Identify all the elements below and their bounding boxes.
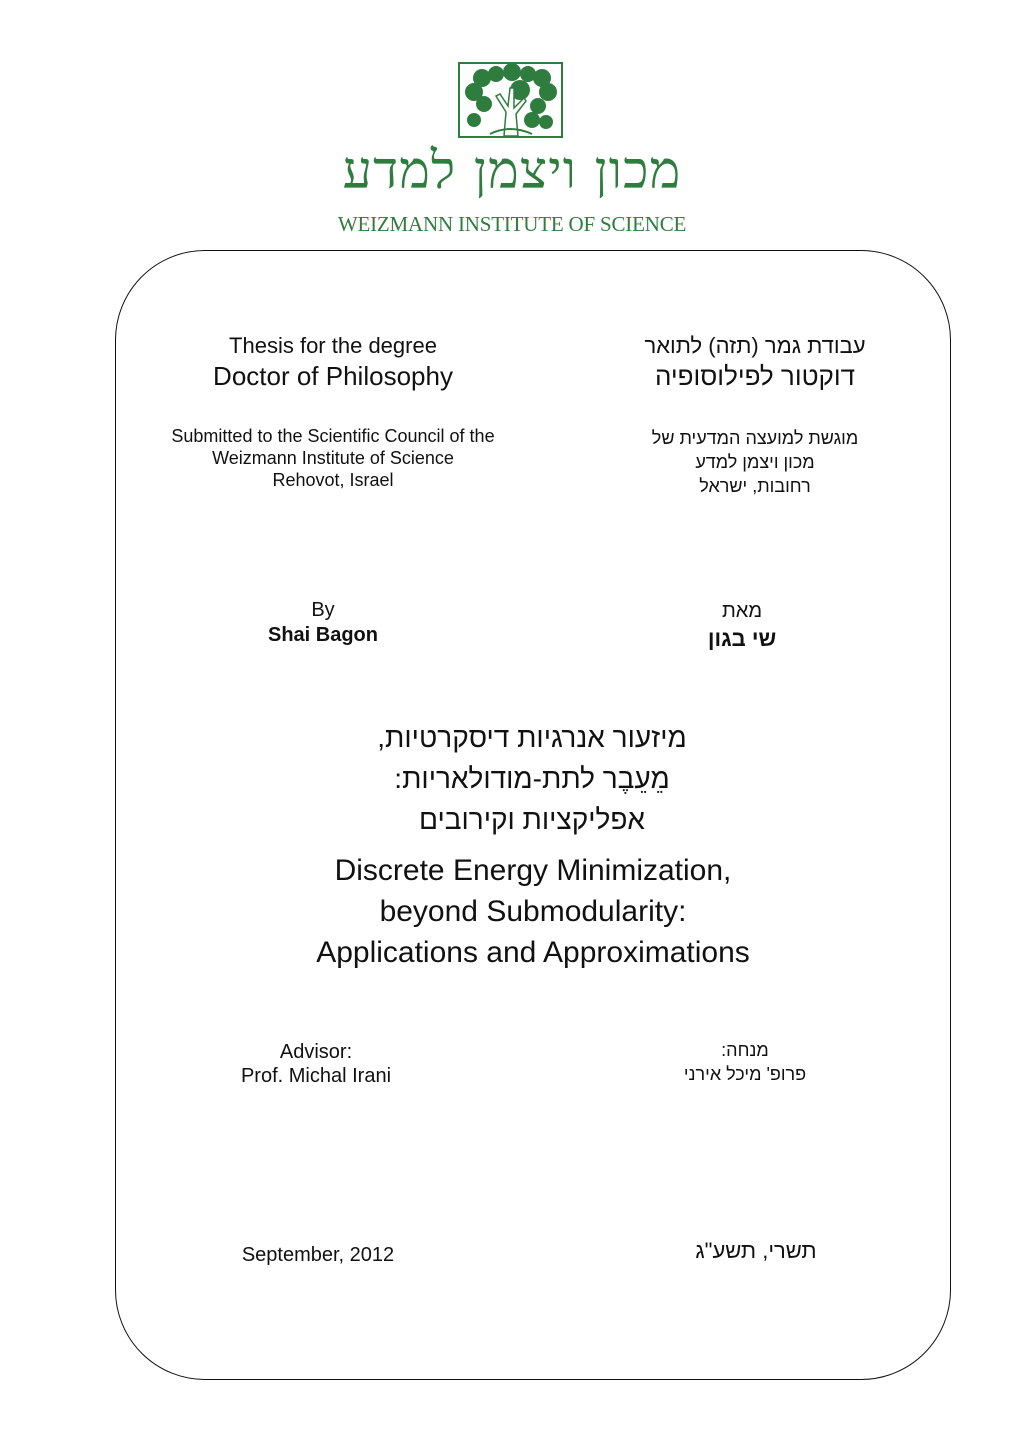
hebrew-title-line-3: אפליקציות וקירובים: [419, 804, 645, 835]
hebrew-author-name: שי בגון: [707, 626, 777, 651]
hebrew-thesis-line: עבודת גמר (תזה) לתואר: [644, 333, 866, 358]
hebrew-title-line-1: מיזעור אנרגיות דיסקרטיות,: [377, 722, 687, 753]
hebrew-submitted-line-1: מוגשת למועצה המדעית של: [651, 428, 859, 448]
english-advisor-block: [216, 1040, 416, 1088]
tree-logo-icon: [458, 62, 563, 138]
hebrew-advisor-block: [640, 1038, 850, 1086]
hebrew-by-label: מאת: [721, 600, 763, 622]
english-submitted-line-3: Rehovot, Israel: [272, 470, 394, 490]
hebrew-degree-block: [620, 332, 890, 392]
hebrew-title-line-2: מֵעֵבֶר לתת-מודולאריות:: [394, 763, 670, 794]
hebrew-degree: דוקטור לפילוסופיה: [654, 361, 856, 391]
english-advisor-name: Prof. Michal Irani: [240, 1065, 392, 1087]
english-title-block: [220, 850, 846, 973]
english-submitted-block: [150, 425, 516, 491]
institute-english-logotype: WEIZMANN INSTITUTE OF SCIENCE: [337, 212, 687, 236]
english-submitted-line-1: Submitted to the Scientific Council of the: [171, 426, 495, 446]
hebrew-author-block: [642, 598, 842, 654]
english-author-block: [223, 598, 423, 648]
english-by-label: By: [311, 599, 335, 621]
english-title-line-1: Discrete Energy Minimization,: [334, 854, 732, 887]
english-title-line-2: beyond Submodularity:: [379, 895, 687, 928]
institute-hebrew-logotype: מכון ויצמן למדע: [342, 141, 682, 201]
english-thesis-line: Thesis for the degree: [229, 333, 437, 358]
hebrew-date: תשרי, תשע"ג: [695, 1238, 817, 1263]
hebrew-submitted-line-2: מכון ויצמן למדע: [695, 452, 815, 472]
english-degree-block: [163, 332, 503, 392]
english-advisor-label: Advisor:: [279, 1041, 353, 1063]
english-title-line-3: Applications and Approximations: [316, 936, 750, 969]
hebrew-title-block: [250, 717, 814, 840]
english-author-name: Shai Bagon: [267, 624, 378, 646]
english-degree: Doctor of Philosophy: [213, 361, 453, 391]
hebrew-submitted-line-3: רחובות, ישראל: [699, 476, 811, 496]
hebrew-submitted-block: [620, 426, 890, 498]
english-date: September, 2012: [241, 1244, 395, 1266]
english-submitted-line-2: Weizmann Institute of Science: [212, 448, 454, 468]
hebrew-advisor-name: פרופ' מיכל אירני: [683, 1064, 807, 1084]
hebrew-advisor-label: מנחה:: [721, 1040, 769, 1060]
